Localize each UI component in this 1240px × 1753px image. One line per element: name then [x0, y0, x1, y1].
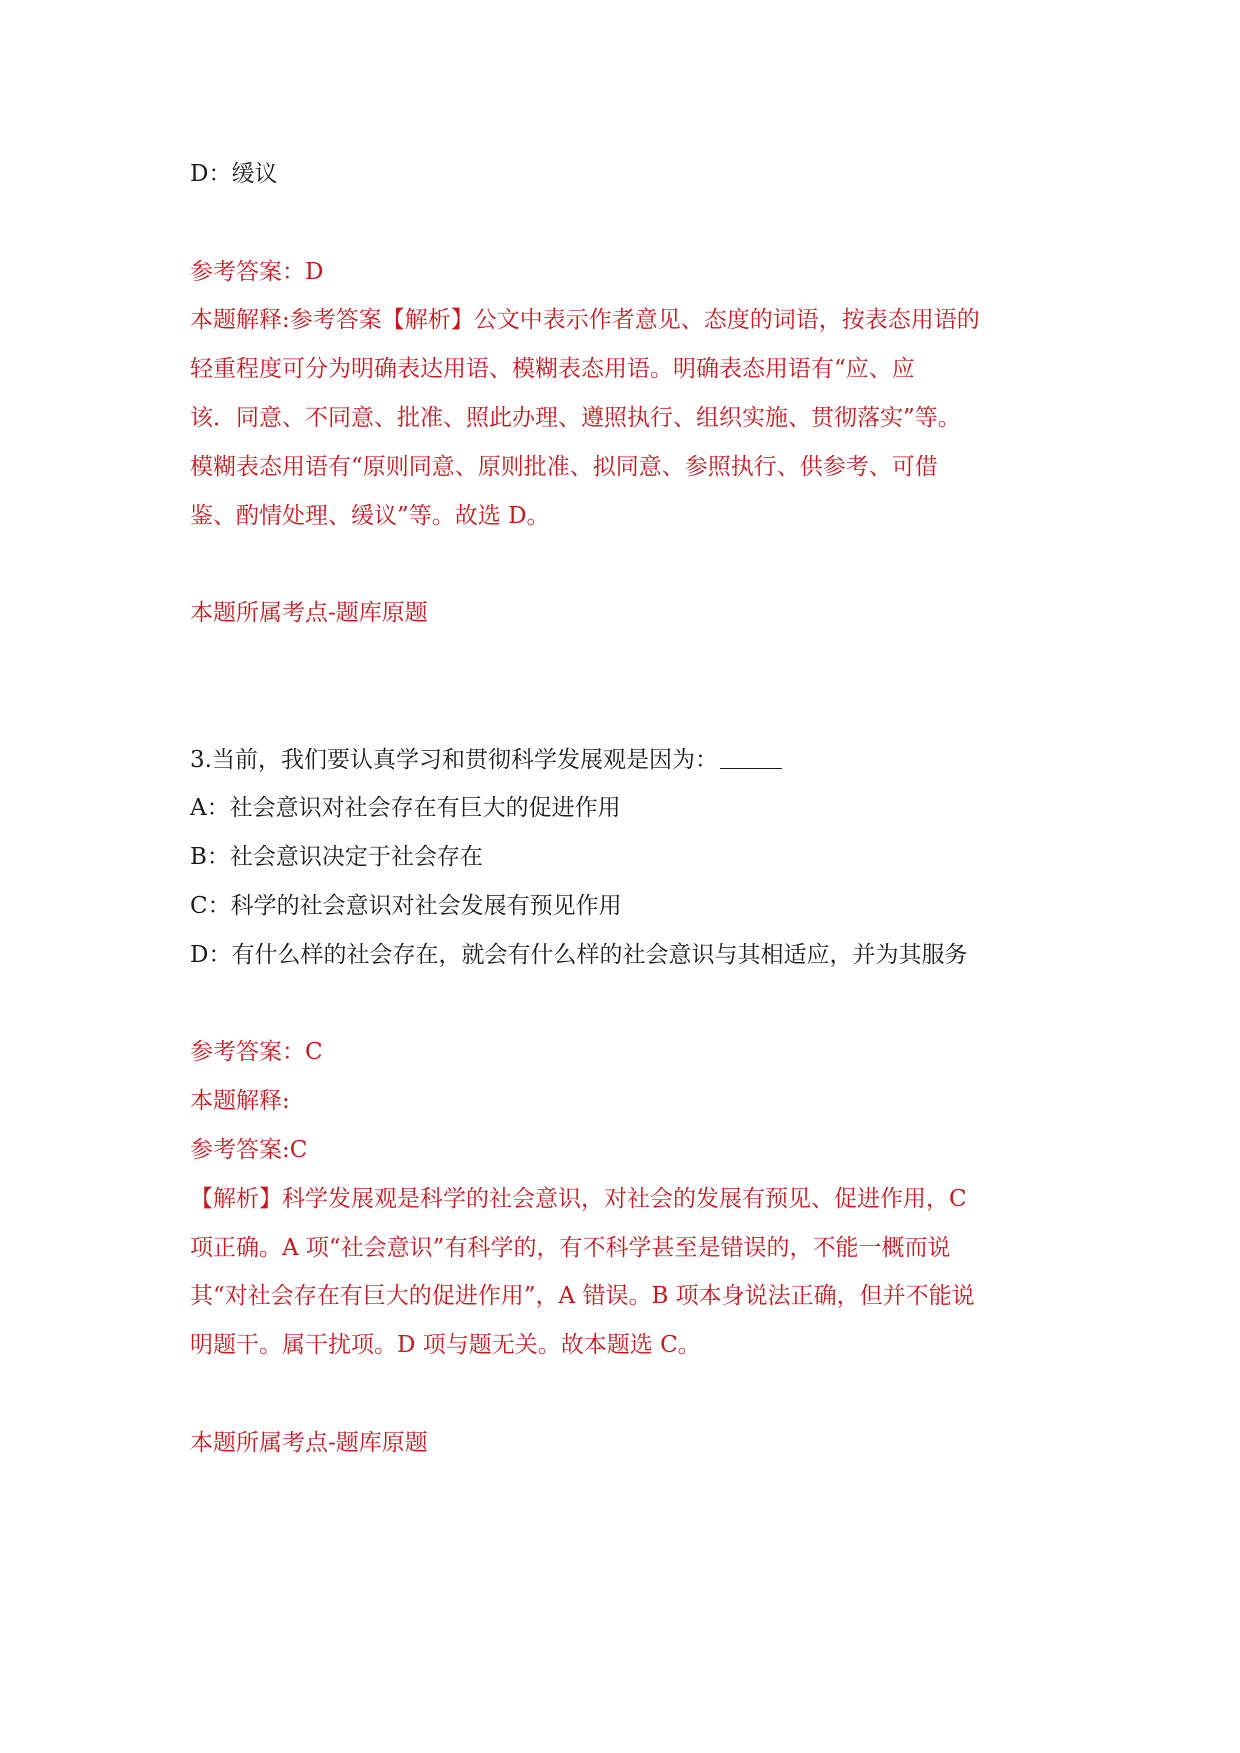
- q3-answer: 参考答案：C: [190, 1039, 323, 1066]
- q2-explanation-line: 轻重程度可分为明确表达用语、模糊表态用语。明确表态用语有“应、应: [190, 356, 915, 383]
- q3-stem-text: 3.当前，我们要认真学习和贯彻科学发展观是因为：: [190, 746, 718, 773]
- q3-option-d: D：有什么样的社会存在，就会有什么样的社会意识与其相适应，并为其服务: [190, 941, 968, 968]
- q3-explanation-line: 其“对社会存在有巨大的促进作用”，A 错误。B 项本身说法正确，但并不能说: [190, 1283, 975, 1310]
- question-content: [190, 150, 1060, 1468]
- q3-stem: [190, 736, 1060, 785]
- q2-explanation-line: 该．同意、不同意、批准、照此办理、遵照执行、组织实施、贯彻落实”等。: [190, 404, 961, 431]
- q3-explanation-label: 本题解释:: [190, 1088, 290, 1115]
- q3-explanation-line: 【解析】科学发展观是科学的社会意识，对社会的发展有预见、促进作用，C: [190, 1185, 967, 1212]
- q3-option-a: A：社会意识对社会存在有巨大的促进作用: [190, 795, 621, 822]
- q3-topic: 本题所属考点-题库原题: [190, 1429, 428, 1456]
- q2-option-d: D：缓议: [190, 161, 278, 187]
- q3-answer-repeat: 参考答案:C: [190, 1136, 308, 1163]
- q2-explanation-line: 模糊表态用语有“原则同意、原则批准、拟同意、参照执行、供参考、可借: [190, 453, 938, 480]
- q2-explanation-line: 本题解释:参考答案【解析】公文中表示作者意见、态度的词语，按表态用语的: [190, 307, 980, 334]
- q3-option-c: C：科学的社会意识对社会发展有预见作用: [190, 892, 622, 919]
- q3-explanation-line: 项正确。A 项“社会意识”有科学的，有不科学甚至是错误的，不能一概而说: [190, 1234, 951, 1261]
- q3-option-b: B：社会意识决定于社会存在: [190, 844, 483, 871]
- q2-explanation-line: 鉴、酌情处理、缓议”等。故选 D。: [190, 502, 550, 529]
- q2-answer: 参考答案：D: [190, 258, 324, 285]
- answer-blank: [720, 768, 782, 769]
- q3-explanation-line: 明题干。属干扰项。D 项与题无关。故本题选 C。: [190, 1332, 701, 1359]
- q2-topic: 本题所属考点-题库原题: [190, 600, 428, 627]
